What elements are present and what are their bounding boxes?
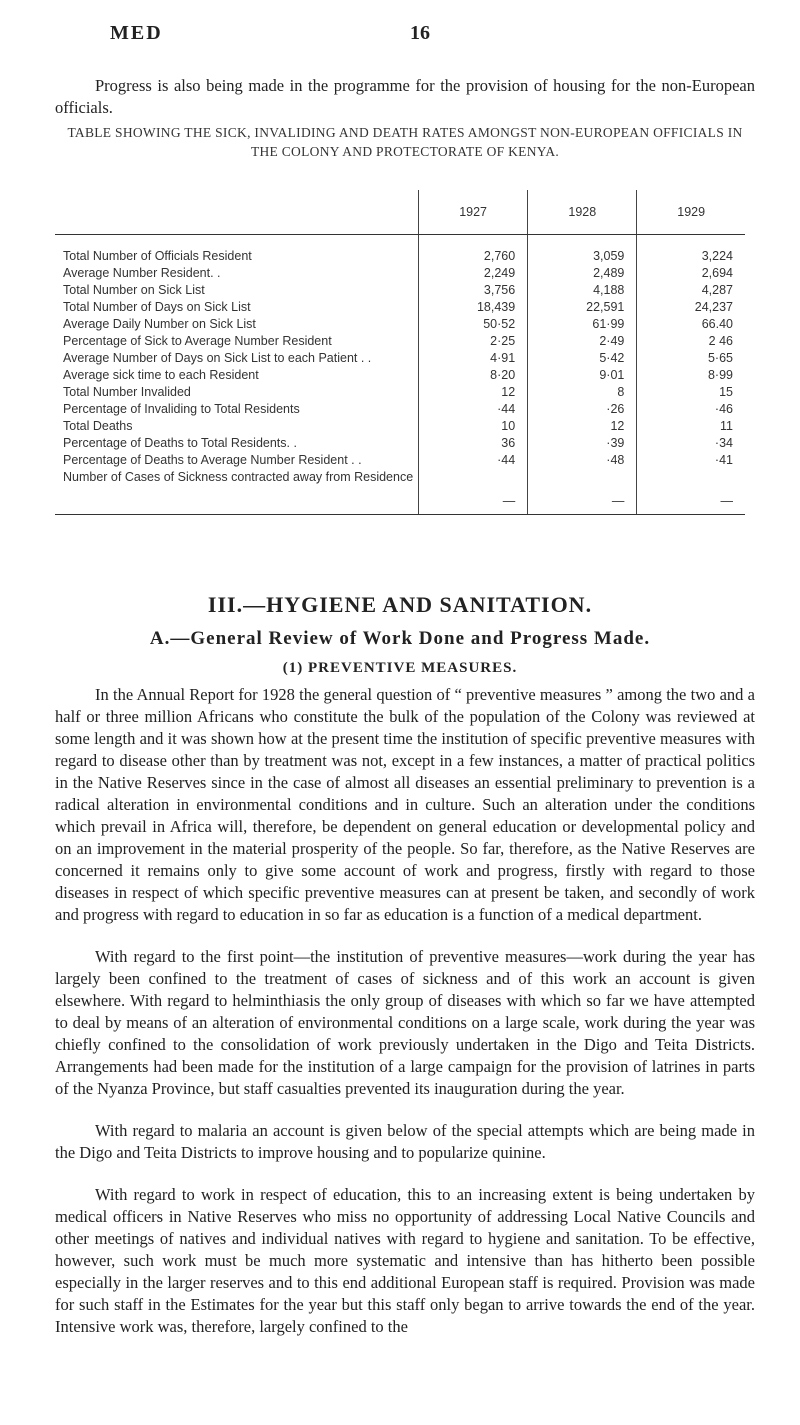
header-code: MED bbox=[110, 22, 163, 44]
paragraph: With regard to malaria an account is given below of the special attempts which are being made in the Digo and Teita Districts to improve housing and to popularize quinine. bbox=[55, 1121, 755, 1162]
table-row bbox=[55, 351, 745, 368]
table-row bbox=[55, 235, 745, 267]
row-value: 10 bbox=[419, 419, 528, 436]
row-value: 8·20 bbox=[419, 368, 528, 385]
row-value: 4·91 bbox=[419, 351, 528, 368]
table-row bbox=[55, 334, 745, 351]
table-body bbox=[55, 235, 745, 515]
paragraph: With regard to work in respect of education, this to an increasing extent is being undertaken by medical officers in Native Reserves who miss no opportunity of addressing Local Native Councils and other meetings of natives and individual natives with regard to hygiene and sanitation. To be effective, however, such work must be much more systematic and intensive than has hitherto been possible especially in the larger reserves and to this end additional European staff is required. Provision was made for such staff in the Estimates for the year but this staff only began to arrive towards the end of the year. Intensive work was, therefore, largely confined to the bbox=[55, 1185, 755, 1336]
table-header-row bbox=[55, 190, 745, 235]
table-row bbox=[55, 419, 745, 436]
row-value: 2,760 bbox=[419, 235, 528, 267]
row-label: Average Number Resident. . bbox=[63, 266, 221, 280]
section-subsubtitle: (1) PREVENTIVE MEASURES. bbox=[282, 660, 518, 676]
row-value: 2,694 bbox=[637, 266, 745, 283]
row-value: 8 bbox=[528, 385, 637, 402]
row-label: Average sick time to each Resident bbox=[63, 368, 259, 382]
row-value: ·34 bbox=[637, 436, 745, 453]
row-label: Percentage of Deaths to Total Residents. . bbox=[63, 436, 297, 450]
row-value: ·46 bbox=[637, 402, 745, 419]
table-title: TABLE SHOWING THE SICK, INVALIDING AND DEATH RATES AMONGST NON-EUROPEAN OFFICIALS IN THE COLONY AND PROTECTORATE OF KENYA. bbox=[67, 125, 743, 159]
page-number: 16 bbox=[410, 22, 430, 44]
row-label: Total Number on Sick List bbox=[63, 283, 205, 297]
row-value: 3,224 bbox=[637, 235, 745, 267]
intro-paragraph: Progress is also being made in the programme for the provision of housing for the non-European officials. bbox=[55, 76, 755, 117]
row-value: ·44 bbox=[419, 402, 528, 419]
row-label: Percentage of Sick to Average Number Resident bbox=[63, 334, 332, 348]
row-value: — bbox=[528, 470, 637, 515]
paragraph: In the Annual Report for 1928 the general question of “ preventive measures ” among the two and a half or three million Africans who constitute the bulk of the population of the Colony was reviewed at some length and it was shown how at the present time the institution of specific preventive measures with regard to disease other than by treatment was not, except in a few instances, a matter of practical politics in the Native Reserves since in the case of almost all diseases an essential preliminary to prevention is a radical alteration in environmental conditions and in culture. Such an alteration under the conditions which prevail in Africa will, therefore, be dependent on general education or developmental policy and on an improvement in the material prosperity of the people. So far, therefore, as the Native Reserves are concerned it remains only to give some account of work and progress, firstly with regard to those diseases in respect of which specific preventive measures can at present be taken, and secondly of work and progress with regard to education in so far as education is a function of a medical department. bbox=[55, 685, 755, 924]
row-value: 5·65 bbox=[637, 351, 745, 368]
table-row bbox=[55, 436, 745, 453]
row-value: 36 bbox=[419, 436, 528, 453]
row-value: 12 bbox=[528, 419, 637, 436]
row-value: 24,237 bbox=[637, 300, 745, 317]
table-row bbox=[55, 402, 745, 419]
row-value: 11 bbox=[637, 419, 745, 436]
paragraph: With regard to the first point—the institution of preventive measures—work during the year has largely been confined to the treatment of cases of sickness and of this work an account is given elsewhere. With regard to helminthiasis the only group of diseases with which so far we have attempted to deal by means of an alteration of environmental conditions on a large scale, work during the year was chiefly confined to the consolidation of work previously undertaken in the Digo and Teita Districts. Arrangements had been made for the institution of a large campaign for the provision of latrines in parts of the Nyanza Province, but staff casualties prevented its inauguration during the year. bbox=[55, 947, 755, 1098]
row-value: — bbox=[419, 470, 528, 515]
row-value: — bbox=[637, 470, 745, 515]
column-header: 1928 bbox=[528, 190, 637, 235]
row-value: 22,591 bbox=[528, 300, 637, 317]
row-value: ·26 bbox=[528, 402, 637, 419]
row-value: 4,287 bbox=[637, 283, 745, 300]
row-label: Percentage of Deaths to Average Number Resident . . bbox=[63, 453, 362, 467]
table-row bbox=[55, 300, 745, 317]
row-value: 50·52 bbox=[419, 317, 528, 334]
section-body bbox=[55, 684, 755, 1358]
column-header: 1927 bbox=[419, 190, 528, 235]
row-value: 3,756 bbox=[419, 283, 528, 300]
row-value: 15 bbox=[637, 385, 745, 402]
table-header-blank bbox=[55, 190, 419, 235]
row-value: 2 46 bbox=[637, 334, 745, 351]
row-value: 18,439 bbox=[419, 300, 528, 317]
table-row bbox=[55, 283, 745, 300]
row-label: Total Number Invalided bbox=[63, 385, 191, 399]
row-value: ·41 bbox=[637, 453, 745, 470]
section-subtitle: A.—General Review of Work Done and Progress Made. bbox=[149, 628, 651, 649]
row-value: 2·49 bbox=[528, 334, 637, 351]
row-value: ·44 bbox=[419, 453, 528, 470]
row-value: 12 bbox=[419, 385, 528, 402]
row-value: 2,249 bbox=[419, 266, 528, 283]
row-value: 5·42 bbox=[528, 351, 637, 368]
row-value: 66.40 bbox=[637, 317, 745, 334]
row-value: 4,188 bbox=[528, 283, 637, 300]
row-label: Percentage of Invaliding to Total Residents bbox=[63, 402, 300, 416]
row-value: 61·99 bbox=[528, 317, 637, 334]
table-row bbox=[55, 266, 745, 283]
row-value: 8·99 bbox=[637, 368, 745, 385]
row-value: 2·25 bbox=[419, 334, 528, 351]
table-row bbox=[55, 317, 745, 334]
section-title: III.—HYGIENE AND SANITATION. bbox=[207, 592, 593, 617]
column-header: 1929 bbox=[637, 190, 745, 235]
row-label: Total Deaths bbox=[63, 419, 133, 433]
row-value: 3,059 bbox=[528, 235, 637, 267]
table-row bbox=[55, 453, 745, 470]
row-value: 9·01 bbox=[528, 368, 637, 385]
row-label: Number of Cases of Sickness contracted away from Residence bbox=[55, 470, 419, 515]
row-value: ·39 bbox=[528, 436, 637, 453]
statistics-table bbox=[55, 190, 745, 515]
table-row bbox=[55, 470, 745, 515]
row-label: Total Number of Days on Sick List bbox=[63, 300, 251, 314]
row-label: Average Daily Number on Sick List bbox=[63, 317, 256, 331]
table-row bbox=[55, 385, 745, 402]
row-label: Average Number of Days on Sick List to each Patient . . bbox=[63, 351, 372, 365]
table-row bbox=[55, 368, 745, 385]
row-value: 2,489 bbox=[528, 266, 637, 283]
page-header bbox=[110, 22, 670, 48]
row-label: Total Number of Officials Resident bbox=[63, 249, 252, 263]
row-value: ·48 bbox=[528, 453, 637, 470]
